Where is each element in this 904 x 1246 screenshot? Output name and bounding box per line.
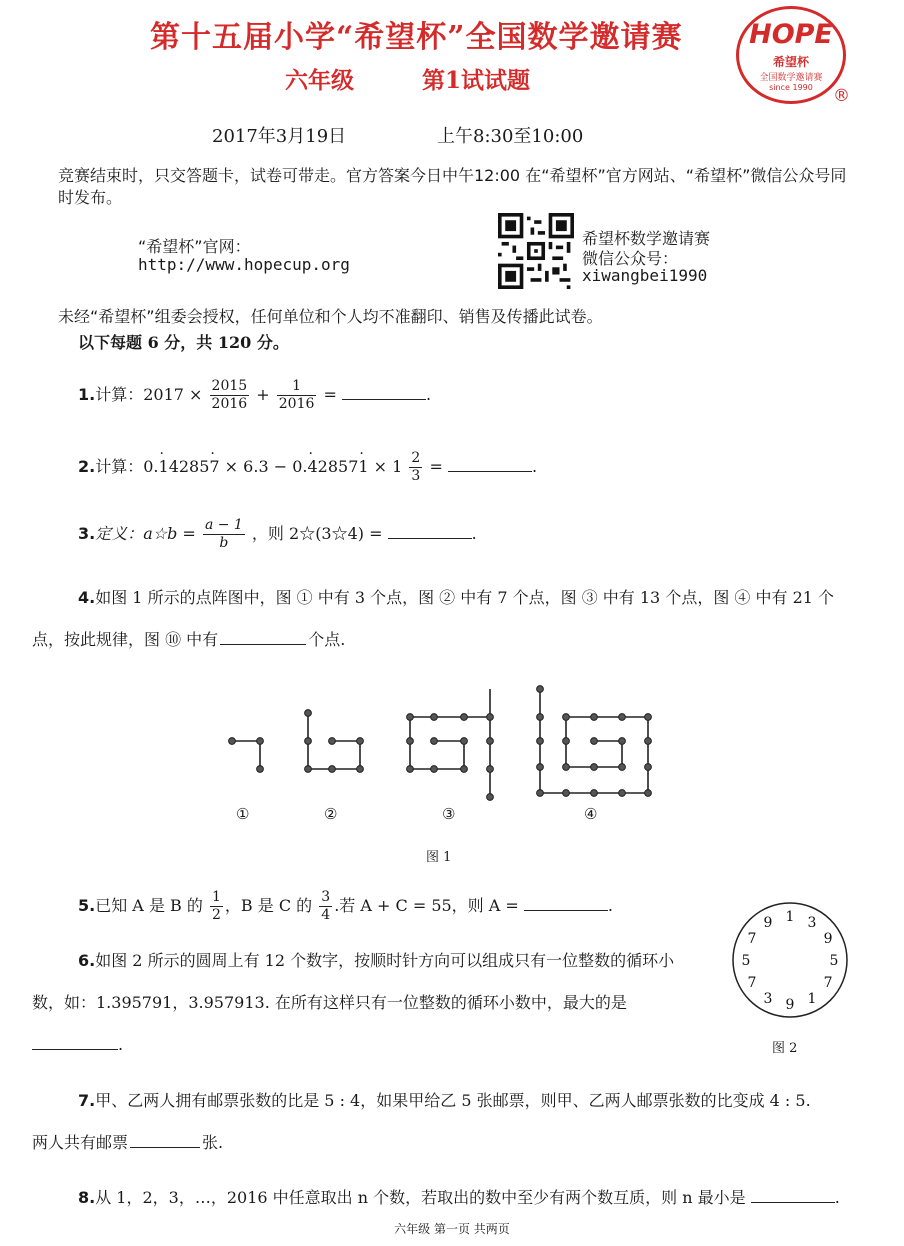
- question-number: 8.: [78, 1188, 96, 1207]
- q3-text: ，则 2☆(3☆4) =: [251, 524, 383, 543]
- pattern-1-path: [232, 741, 260, 769]
- clock-number: 1: [807, 991, 817, 1008]
- numerator: 3: [321, 889, 331, 905]
- q5-end: .: [607, 896, 613, 915]
- q7-text: 甲、乙两人拥有邮票张数的比是 5 : 4，如果甲给乙 5 张邮票，则甲、乙两人邮票张数的比变成 4 : 5.: [95, 1091, 811, 1110]
- wechat-label: 微信公众号：: [582, 249, 679, 268]
- numerator: a − 1: [204, 517, 243, 533]
- clock-number: 9: [785, 997, 795, 1013]
- q7-text: 两人共有邮票: [32, 1133, 129, 1152]
- notice-text: 竞赛结束时，只交答题卡，试卷可带走。官方答案今日中午12:00 在“希望杯”官方网站、“希望杯”微信公众号同时发布。: [58, 166, 847, 207]
- logo-cn: 希望杯: [772, 55, 809, 69]
- answer-blank[interactable]: [751, 1188, 835, 1203]
- q3-text: 定义：a☆b =: [95, 524, 196, 543]
- answer-blank[interactable]: [32, 1035, 118, 1050]
- logo-since: since 1990: [769, 83, 813, 92]
- repeating-digit: · 7: [209, 457, 219, 476]
- paper-label: 第1试试题: [422, 67, 531, 94]
- question-8: [78, 1185, 840, 1208]
- numerator: 2: [411, 450, 421, 466]
- website-url[interactable]: http://www.hopecup.org: [138, 255, 350, 274]
- exam-title: 第十五届小学“希望杯”全国数学邀请赛: [150, 20, 683, 55]
- q6-text: 数，如：1.395791，3.957913. 在所有这样只有一位整数的循环小数中，最大的是: [32, 993, 627, 1012]
- pattern-3-path-b: [410, 741, 464, 769]
- figure-label-4: ④: [584, 805, 598, 823]
- denominator: 3: [411, 468, 421, 484]
- question-1: [78, 378, 431, 413]
- q8-end: .: [834, 1188, 840, 1207]
- page-footer: 六年级 第一页 共两页: [394, 1222, 510, 1236]
- q1-text: 计算：2017 ×: [95, 385, 203, 404]
- q2-end: .: [531, 457, 538, 476]
- copyright-notice: 未经“希望杯”组委会授权，任何单位和个人均不准翻印、销售及传播此试卷。: [58, 307, 603, 326]
- denominator: 4: [321, 907, 331, 923]
- q4-text: 点，按此规律，图 ⑩ 中有: [32, 630, 219, 649]
- q2-text: × 6.3 − 0.: [219, 457, 308, 476]
- clock-number: 3: [763, 991, 773, 1008]
- logo-sub: 全国数学邀请赛: [759, 73, 823, 83]
- clock-number: 3: [807, 914, 817, 931]
- answer-blank[interactable]: [524, 896, 608, 911]
- exam-date: 2017年3月19日: [212, 126, 347, 147]
- q2-digits: 4285: [168, 457, 210, 476]
- fraction: [409, 450, 422, 485]
- q1-end: .: [426, 385, 432, 404]
- fraction: [319, 889, 332, 924]
- answer-blank[interactable]: [130, 1133, 200, 1148]
- denominator: 2016: [211, 396, 248, 412]
- figure-label-3: ③: [442, 805, 456, 823]
- denominator: 2: [211, 907, 221, 923]
- exam-time: 上午8:30至10:00: [437, 126, 584, 147]
- question-number: 4.: [78, 588, 96, 607]
- numerator: 1: [292, 378, 302, 394]
- website-label: “希望杯”官网：: [138, 237, 251, 256]
- q6-text: 如图 2 所示的圆周上有 12 个数字，按顺时针方向可以组成只有一位整数的循环小: [95, 951, 675, 970]
- question-4: [32, 577, 862, 661]
- registered-mark: ®: [833, 86, 850, 106]
- answer-blank[interactable]: [342, 385, 426, 400]
- plus-sign: +: [256, 385, 270, 404]
- denominator: b: [203, 534, 245, 552]
- denominator: 2016: [278, 396, 315, 412]
- clock-number: 9: [823, 931, 833, 947]
- question-number: 6.: [78, 951, 96, 970]
- q5-text: .若 A + C = 55，则 A =: [334, 896, 519, 915]
- q2-text: 计算：0.: [95, 457, 159, 476]
- q2-digits: 2857: [317, 457, 359, 476]
- wechat-name: 希望杯数学邀请赛: [582, 229, 711, 248]
- exam-subtitle: [285, 62, 530, 95]
- fraction: [203, 517, 245, 552]
- figure-2-caption: 图 2: [772, 1041, 798, 1056]
- repeating-digit: · 1: [159, 457, 169, 476]
- numerator: 1: [211, 889, 221, 905]
- question-number: 7.: [78, 1091, 96, 1110]
- pattern-2-path-b: [308, 741, 360, 769]
- q5-text: ，B 是 C 的: [224, 896, 313, 915]
- q2-text: × 1: [368, 457, 403, 476]
- clock-number: 7: [823, 975, 833, 991]
- hope-cup-logo: [736, 6, 846, 104]
- question-6: [32, 940, 732, 1066]
- clock-number: 9: [763, 914, 773, 931]
- q5-text: 已知 A 是 B 的: [95, 896, 203, 915]
- clock-number: 1: [785, 909, 795, 925]
- clock-number: 7: [747, 931, 757, 947]
- equals-sign: =: [429, 457, 443, 476]
- q4-text: 如图 1 所示的点阵图中，图 ① 中有 3 个点，图 ② 中有 7 个点，图 ③ 中有 13 个点，图 ④ 中有 21 个: [95, 588, 835, 607]
- fraction: [210, 378, 250, 413]
- question-5: [78, 889, 613, 924]
- question-number: 2.: [78, 457, 96, 476]
- figure-label-1: ①: [236, 805, 250, 823]
- q4-text: 个点.: [308, 630, 346, 649]
- clock-number: 5: [741, 953, 751, 969]
- logo-word: HOPE: [749, 19, 833, 50]
- question-3: [78, 517, 477, 552]
- repeating-digit: · 4: [307, 457, 317, 476]
- q7-text: 张.: [202, 1133, 224, 1152]
- clock-number: 7: [747, 975, 757, 991]
- score-note: 以下每题 6 分，共 120 分。: [78, 333, 289, 352]
- figure-label-2: ②: [324, 805, 338, 823]
- wechat-id: xiwangbei1990: [582, 266, 708, 285]
- clock-number: 5: [829, 953, 839, 969]
- equals-sign: =: [323, 385, 337, 404]
- question-2: [78, 450, 537, 485]
- question-number: 3.: [78, 524, 96, 543]
- figure-1-caption: 图 1: [426, 850, 452, 865]
- answer-blank[interactable]: [388, 524, 472, 539]
- answer-blank[interactable]: [448, 457, 532, 472]
- fraction: [277, 378, 317, 413]
- pattern-3-path-c: [410, 717, 490, 741]
- figure-2-number-circle: [730, 898, 850, 1022]
- q6-end: .: [118, 1035, 124, 1054]
- q8-text: 从 1，2，3，…，2016 中任意取出 n 个数，若取出的数中至少有两个数互质，则 n 最小是: [95, 1188, 746, 1207]
- numerator: 2015: [211, 378, 248, 394]
- answer-blank[interactable]: [220, 630, 306, 645]
- q3-end: .: [471, 524, 477, 543]
- grade-label: 六年级: [285, 67, 354, 94]
- question-number: 1.: [78, 385, 96, 404]
- question-number: 5.: [78, 896, 96, 915]
- question-7: [32, 1080, 872, 1164]
- fraction: [210, 889, 223, 924]
- qr-code-icon: [498, 213, 574, 289]
- repeating-digit: · 1: [358, 457, 368, 476]
